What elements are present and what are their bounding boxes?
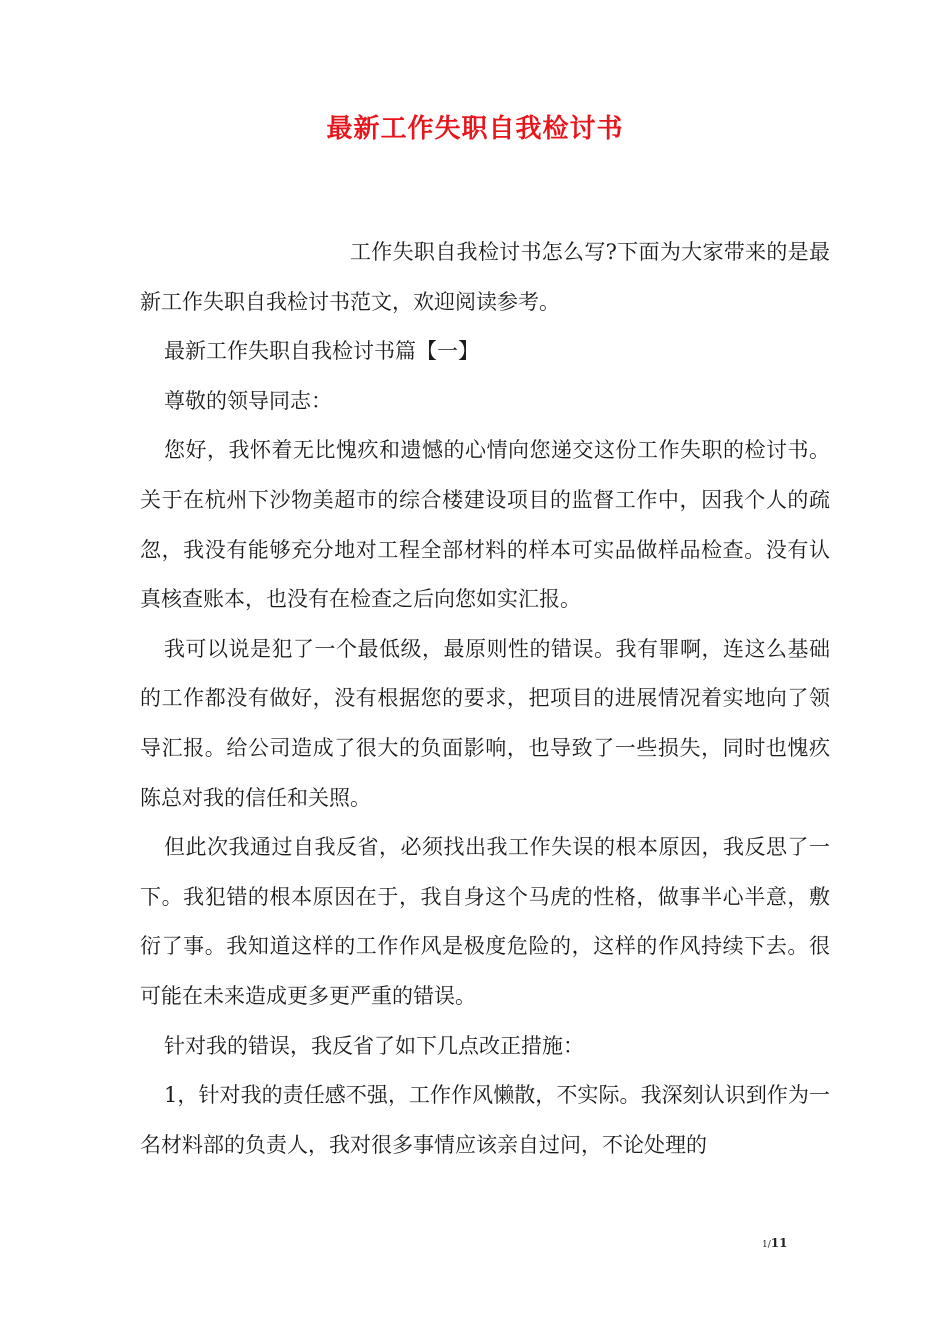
body-paragraph: 针对我的错误，我反省了如下几点改正措施：	[164, 1033, 584, 1058]
page-total: 11	[770, 1236, 788, 1250]
section-heading: 最新工作失职自我检讨书篇【一】	[164, 339, 479, 364]
document-body	[140, 228, 830, 1170]
page-separator: /	[767, 1240, 771, 1250]
document-title: 最新工作失职自我检讨书	[326, 114, 624, 144]
page-current: 1	[762, 1240, 768, 1250]
salutation: 尊敬的领导同志：	[164, 388, 332, 413]
body-paragraph: 您好，我怀着无比愧疚和遗憾的心情向您递交这份工作失职的检讨书。关于在杭州下沙物美超市的综合楼建设项目的监督工作中，因我个人的疏忽，我没有能够充分地对工程全部材料的样本可实品做样品检查。没有认真核查账本，也没有在检查之后向您如实汇报。	[140, 438, 830, 612]
body-paragraph: 1，针对我的责任感不强，工作作风懒散，不实际。我深刻认识到作为一名材料部的负责人，我对很多事情应该亲自过问，不论处理的	[140, 1083, 830, 1157]
page-number	[762, 1236, 787, 1250]
intro-paragraph: 工作失职自我检讨书怎么写?下面为大家带来的是最新工作失职自我检讨书范文，欢迎阅读参考。	[140, 240, 830, 314]
body-paragraph: 我可以说是犯了一个最低级，最原则性的错误。我有罪啊，连这么基础的工作都没有做好，没有根据您的要求，把项目的进展情况着实地向了领导汇报。给公司造成了很大的负面影响，也导致了一些损失，同时也愧疚陈总对我的信任和关照。	[140, 636, 830, 810]
body-paragraph: 但此次我通过自我反省，必须找出我工作失误的根本原因，我反思了一下。我犯错的根本原因在于，我自身这个马虎的性格，做事半心半意，敷衍了事。我知道这样的工作作风是极度危险的，这样的作风持续下去。很可能在未来造成更多更严重的错误。	[140, 835, 830, 1008]
